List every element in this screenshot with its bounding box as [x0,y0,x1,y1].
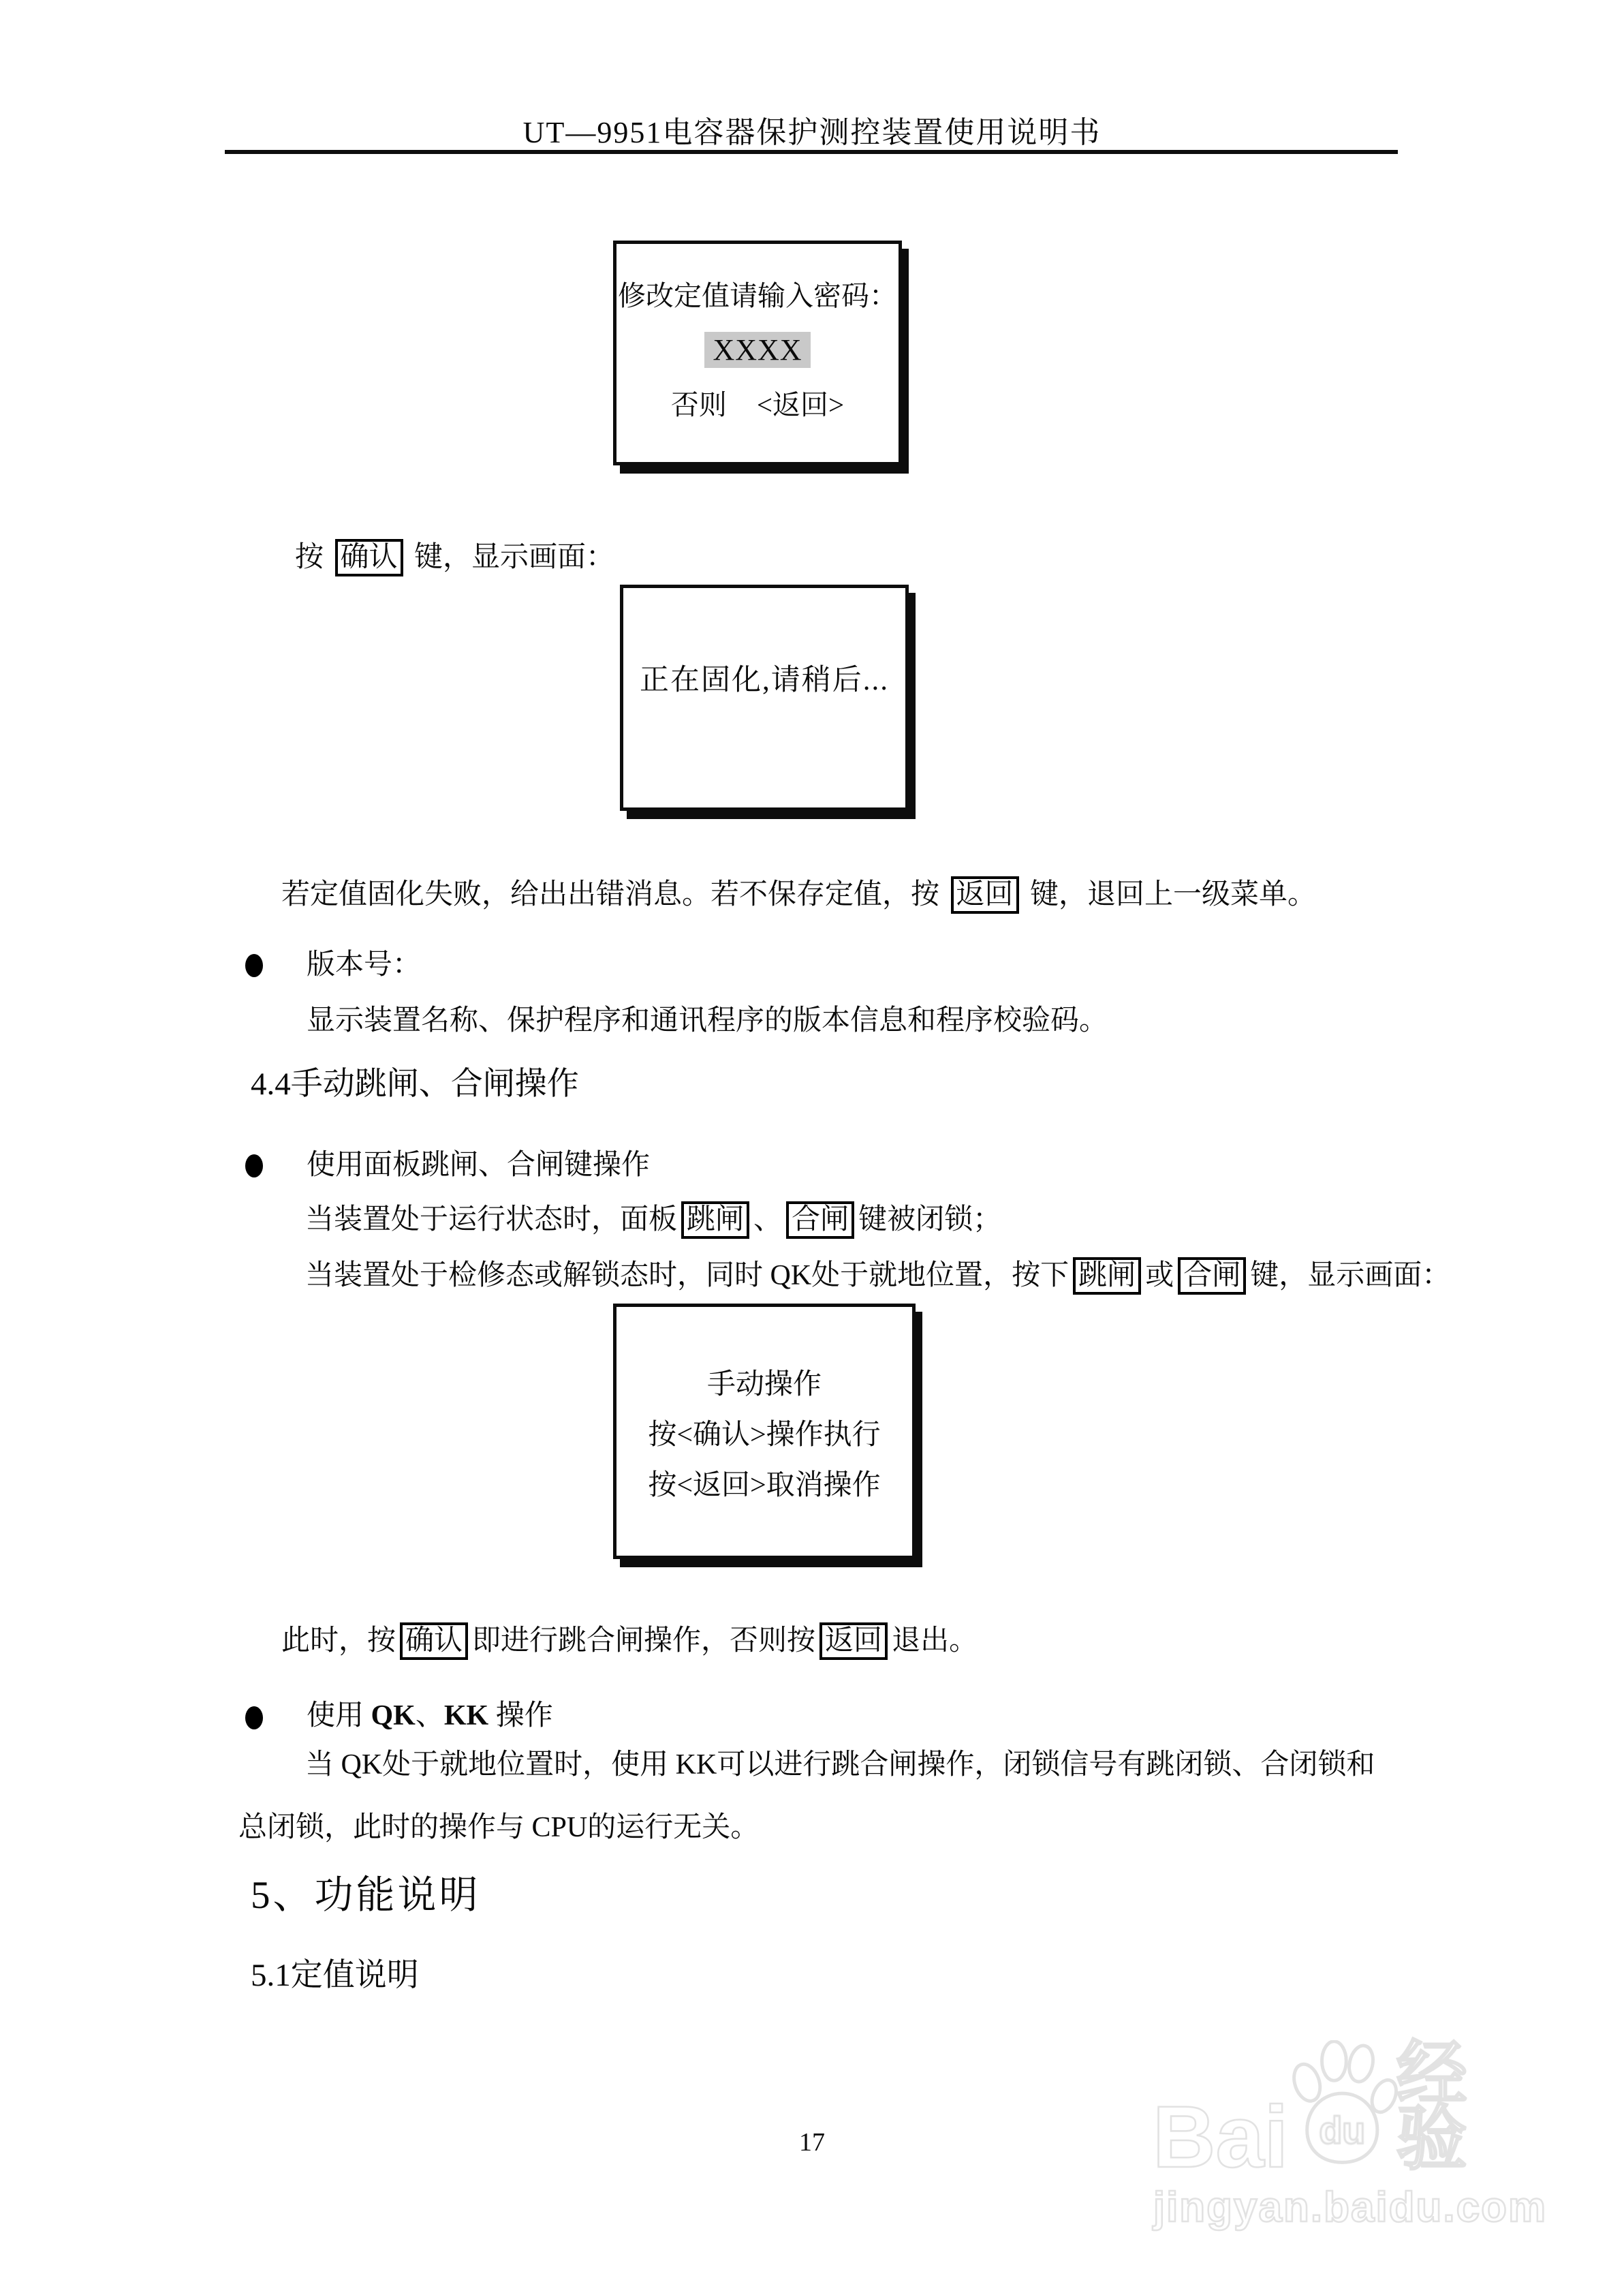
bullet-icon [245,1706,263,1729]
text-segment: 退出。 [892,1625,978,1657]
text-segment: 当装置处于检修态或解锁态时，同时 QK处于就地位置，按下 [305,1260,1069,1291]
text-segment: 若定值固化失败，给出出错消息。若不保存定值，按 [281,879,947,910]
manual-return-line: 按<返回>取消操作 [648,1469,881,1501]
text-segment: 、 [415,1700,444,1731]
text-segment: 操作 [488,1700,553,1731]
device-key-label: 跳闸 [1073,1257,1141,1295]
watermark-brand-suffix: du [1319,2109,1366,2152]
bullet-icon [245,1154,263,1177]
password-mask: XXXX [704,332,810,368]
version-label: 版本号： [307,949,422,981]
text-segment: 键，显示画面： [407,542,615,573]
lcd-password-screen [613,241,902,465]
watermark-brand-row [1153,2034,1548,2187]
bold-text: QK [371,1700,416,1731]
device-key-label: 跳闸 [681,1201,749,1239]
device-key-label: 返回 [819,1622,888,1660]
password-prompt: 修改定值请输入密码： [618,280,897,311]
lcd-saving-screen [620,585,909,811]
text-segment: 按 [295,542,331,573]
header-divider [225,150,1398,154]
device-key-label: 确认 [335,539,403,576]
qk-kk-paragraph-line2: 总闭锁，此时的操作与 CPU的运行无关。 [238,1812,760,1843]
bold-text: KK [443,1700,489,1731]
qk-kk-operation-label [307,1697,553,1735]
password-footer-line [616,378,899,432]
text-segment: 当装置处于运行状态时，面板 [305,1204,678,1235]
lcd-manual-screen [613,1304,916,1559]
page-title: UT—9951电容器保护测控装置使用说明书 [522,116,1102,149]
manual-title: 手动操作 [706,1368,822,1400]
watermark-brand-prefix: Bai [1153,2089,1289,2187]
baidu-paw-icon [1281,2040,1403,2174]
manual-confirm-line: 按<确认>操作执行 [648,1419,881,1451]
press-confirm-line [295,538,614,576]
overhaul-state-line [305,1257,1450,1295]
section-5-1-heading: 5.1定值说明 [251,1958,419,1993]
text-segment: 或 [1145,1260,1174,1291]
save-fail-paragraph [281,876,1316,914]
qk-kk-paragraph-line1: 当 QK处于就地位置时，使用 KK可以进行跳合闸操作，闭锁信号有跳闭锁、合闭锁和 [305,1749,1375,1781]
text-segment: 键被闭锁； [858,1204,1002,1235]
watermark-url: jingyan.baidu.com [1153,2184,1548,2231]
device-key-label: 确认 [400,1622,468,1660]
run-state-line [305,1201,1001,1239]
now-press-line [281,1622,978,1660]
watermark-brand-cn: 经验 [1396,2034,1473,2179]
section-4-4-heading: 4.4手动跳闸、合闸操作 [251,1066,579,1102]
text-segment: 即进行跳合闸操作，否则按 [472,1625,816,1657]
text-segment: 键，退回上一级菜单。 [1022,879,1317,910]
device-key-label: 合闸 [1178,1257,1246,1295]
text-segment: 此时，按 [281,1625,396,1657]
text-segment: 键，显示画面： [1250,1260,1451,1291]
baidu-jingyan-watermark [1153,2034,1548,2232]
saving-message: 正在固化,请稍后... [640,664,889,696]
text-segment: 、 [753,1204,783,1235]
page-number: 17 [799,2128,825,2157]
else-label: 否则 [670,389,727,420]
return-key-label: <返回> [756,389,845,420]
device-key-label: 合闸 [786,1201,854,1239]
password-mask-line [616,323,899,378]
text-segment: 使用 [307,1700,371,1731]
device-key-label: 返回 [951,876,1019,914]
bullet-icon [245,954,263,977]
version-description: 显示装置名称、保护程序和通讯程序的版本信息和程序校验码。 [307,1005,1108,1036]
panel-operation-label: 使用面板跳闸、合闸键操作 [307,1150,651,1181]
section-5-heading: 5、功能说明 [251,1874,481,1917]
